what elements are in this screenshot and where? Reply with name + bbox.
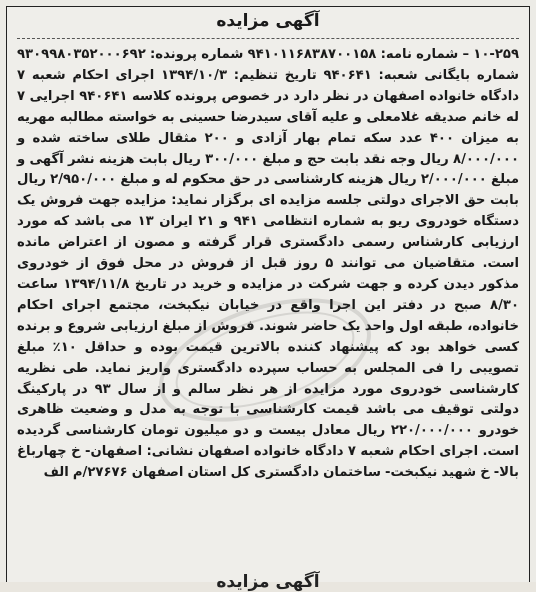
notice-body: ۱۰-۲۵۹ – شماره نامه: ۹۴۱۰۱۱۶۸۳۸۷۰۰۱۵۸ شماره پرونده: ۹۳۰۹۹۸۰۳۵۲۰۰۰۶۹۲ شماره بایگانی شعبه: ۹۴۰۶۴۱ تاریخ تنظیم: ۱۳۹۴/۱۰/۳ اجرای احکام شعبه ۷ دادگاه خانواده اصفهان در نظر دارد در خصوص پرونده کلاسه ۹۴۰۶۴۱ اجرایی ۷ له خانم صدیقه غلامعلی و علیه آقای سیدرضا حسینی به خواسته مطالبه مهریه به میزان ۴۰۰ عدد سکه تمام بهار آزادی و ۲۰۰ مثقال طلای ساخته شده و ۸/۰۰۰/۰۰۰ ریال وجه نقد بابت حج و مبلغ ۳۰۰/۰۰۰ ریال بابت هزینه نشر آگهی و مبلغ ۲/۰۰۰/۰۰۰ ریال هزینه کارشناسی در حق محکوم له و مبلغ ۲/۹۵۰/۰۰۰ ریال بابت حق الاجرای دولتی جلسه مزایده ای برگزار نماید: مزایده جهت فروش یک دستگاه خودروی ریو به شماره انتظامی ۹۴۱ و ۲۱ ایران ۱۳ می باشد که مورد ارزیابی کارشناس رسمی دادگستری قرار گرفته و مصون از اعتراض مانده است. متقاضیان می توانند ۵ روز قبل از فروش در محل فوق از خودروی مذکور دیدن کرده و جهت شرکت در مزایده و خرید در تاریخ ۱۳۹۴/۱۱/۸ ساعت ۸/۳۰ صبح در دفتر این اجرا واقع در خیابان نیکبخت، مجتمع اجرای احکام خانواده، طبقه اول واحد یک حاضر شوند. فروش از مبلغ ارزیابی شروع و برنده کسی خواهد بود که پیشنهاد کننده بالاترین قیمت بوده و حداقل ۱۰٪ مبلغ تصویبی را فی المجلس به حساب سپرده دادگستری واریز نماید. طی نظریه کارشناسی خودروی مورد مزایده از هر نظر سالم و از سال ۹۳ در پارکینگ دولتی توقیف می باشد قیمت کارشناسی با توجه به مدل و وضعیت ظاهری خودرو ۲۲۰/۰۰۰/۰۰۰ ریال معادل بیست و دو میلیون تومان کارشناسی گردیده است. اجرای احکام شعبه ۷ دادگاه خانواده اصفهان نشانی: اصفهان- خ چهارباغ بالا- خ شهید نیکبخت- ساختمان دادگستری کل استان اصفهان ۲۷۶۷۶/م الف [17,47,520,481]
notice-title: آگهی مزایده [216,11,320,31]
title-divider [17,38,519,39]
next-notice-title: آگهی مزایده [216,572,320,592]
notice-frame [6,6,530,592]
